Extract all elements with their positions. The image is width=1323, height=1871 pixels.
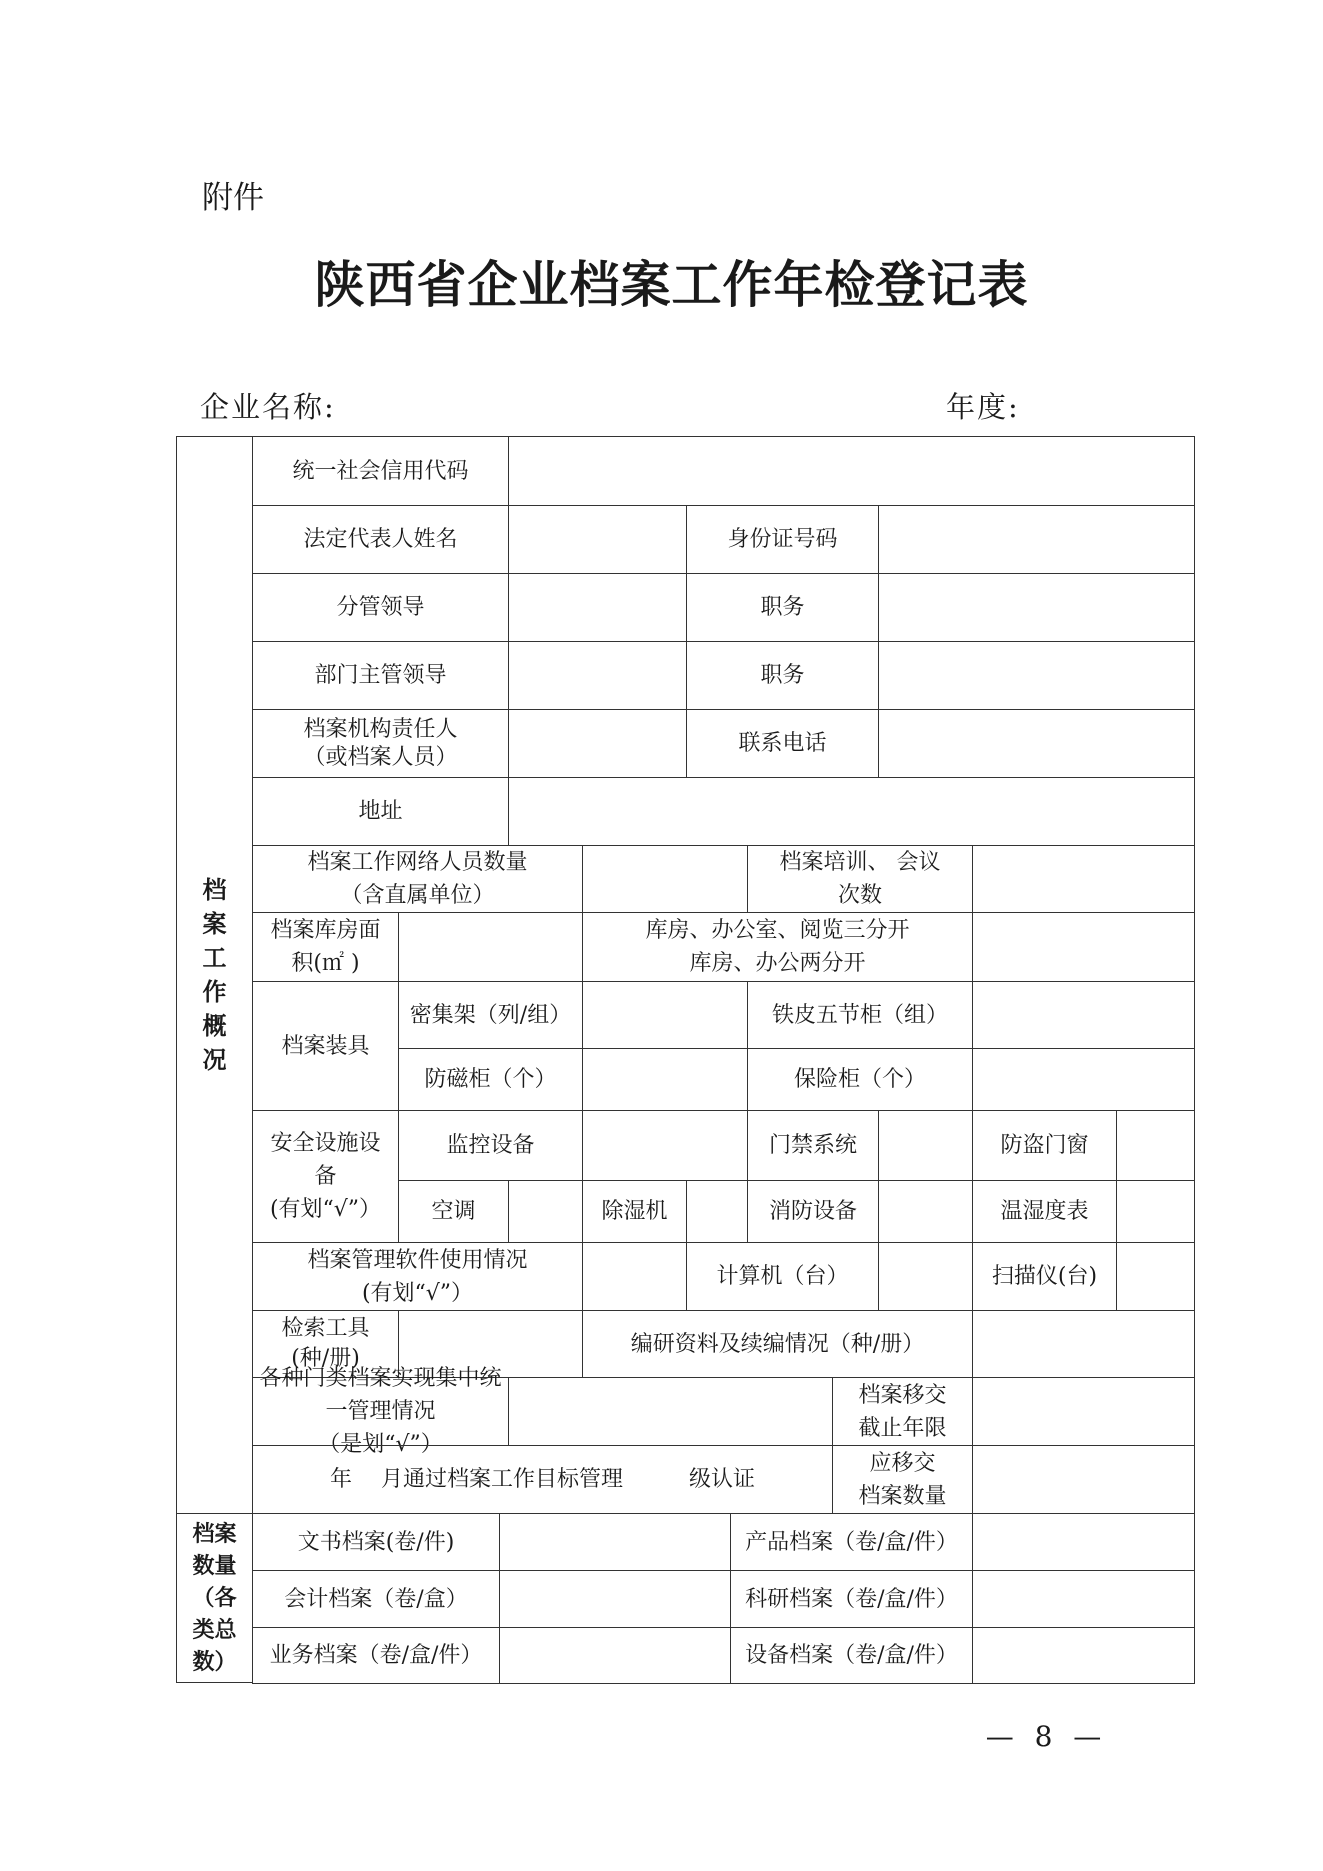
label-char: 概 bbox=[202, 1011, 227, 1040]
thermo-label bbox=[972, 1180, 1117, 1243]
page-number: — 8 — bbox=[985, 1720, 1108, 1753]
products-label bbox=[730, 1513, 973, 1571]
label-line: 类总 bbox=[192, 1617, 237, 1643]
position-label-1 bbox=[686, 573, 879, 642]
address-text: 地址 bbox=[358, 799, 403, 824]
network-staff-text: （含直属单位） bbox=[340, 883, 495, 908]
leader-in-charge-field[interactable] bbox=[508, 573, 687, 642]
centralized-check[interactable] bbox=[508, 1377, 833, 1446]
equipment-archive-label bbox=[730, 1627, 973, 1684]
dept-leader-field[interactable] bbox=[508, 641, 687, 710]
centralized-label bbox=[252, 1366, 509, 1457]
documents-field[interactable] bbox=[499, 1513, 731, 1571]
archive-head-label bbox=[252, 709, 509, 778]
safety-text: 安全设施设 bbox=[270, 1131, 381, 1156]
archive-head-text: 档案机构责任人 bbox=[303, 716, 458, 742]
transfer-count-text: 应移交 bbox=[869, 1450, 936, 1476]
transfer-deadline-text: 档案移交 bbox=[858, 1382, 947, 1408]
id-number-text: 身份证号码 bbox=[727, 527, 838, 552]
equipment-text: 档案装具 bbox=[281, 1033, 370, 1059]
computer-text: 计算机（台） bbox=[716, 1264, 849, 1289]
thermo-check[interactable] bbox=[1116, 1180, 1195, 1243]
label-char: 工 bbox=[202, 943, 227, 972]
software-check[interactable] bbox=[582, 1242, 687, 1311]
training-text: 档案培训、 会议 bbox=[779, 850, 941, 875]
computer-label bbox=[686, 1242, 879, 1311]
safety-text: (有划“√”） bbox=[269, 1197, 382, 1222]
software-text: (有划“√”） bbox=[361, 1280, 474, 1306]
products-field[interactable] bbox=[972, 1513, 1195, 1571]
storage-area-text: 积(㎡ ) bbox=[291, 951, 360, 976]
company-name-label: 企业名称: bbox=[200, 390, 336, 424]
retrieval-text: (种/册) bbox=[291, 1346, 360, 1371]
scanner-text: 扫描仪(台) bbox=[991, 1264, 1098, 1289]
credit-code-field[interactable] bbox=[508, 436, 1195, 506]
credit-code-text: 统一社会信用代码 bbox=[292, 458, 469, 484]
aircon-check[interactable] bbox=[508, 1180, 583, 1243]
credit-code-label bbox=[252, 436, 509, 506]
transfer-count-text: 档案数量 bbox=[858, 1483, 947, 1509]
label-char: 作 bbox=[202, 977, 227, 1006]
fire-text: 消防设备 bbox=[768, 1199, 857, 1224]
leader-in-charge-text: 分管领导 bbox=[336, 595, 425, 620]
centralized-text: （是划“√”） bbox=[318, 1432, 443, 1457]
scanner-label bbox=[972, 1242, 1117, 1311]
antitheft-check[interactable] bbox=[1116, 1110, 1195, 1181]
position-label-2 bbox=[686, 641, 879, 710]
safety-text: 备 bbox=[314, 1164, 337, 1189]
antimagnetic-cabinet-field[interactable] bbox=[582, 1048, 748, 1111]
aircon-text: 空调 bbox=[431, 1199, 476, 1224]
antimagnetic-cabinet-text: 防磁柜（个） bbox=[424, 1067, 557, 1092]
id-number-label bbox=[686, 505, 879, 574]
separation-label bbox=[582, 912, 973, 982]
access-control-text: 门禁系统 bbox=[768, 1133, 857, 1158]
safety-label bbox=[252, 1110, 399, 1243]
research-label bbox=[730, 1570, 973, 1628]
archive-head-text: （或档案人员） bbox=[303, 744, 458, 770]
documents-text: 文书档案(卷/件) bbox=[297, 1529, 455, 1555]
fire-check[interactable] bbox=[878, 1180, 973, 1243]
transfer-deadline-text: 截止年限 bbox=[858, 1415, 947, 1441]
compilation-field[interactable] bbox=[972, 1310, 1195, 1378]
access-control-check[interactable] bbox=[878, 1110, 973, 1181]
label-line: （各 bbox=[192, 1585, 237, 1611]
label-line: 数） bbox=[192, 1649, 237, 1675]
antitheft-label bbox=[972, 1110, 1117, 1181]
dept-leader-label bbox=[252, 641, 509, 710]
address-label bbox=[252, 777, 509, 846]
section-archive-count-label bbox=[176, 1513, 253, 1683]
safe-cabinet-field[interactable] bbox=[972, 1048, 1195, 1111]
software-text: 档案管理软件使用情况 bbox=[307, 1247, 528, 1273]
position-field-2[interactable] bbox=[878, 641, 1195, 710]
equipment-archive-text: 设备档案（卷/盒/件） bbox=[745, 1643, 958, 1668]
legal-rep-text: 法定代表人姓名 bbox=[303, 527, 458, 552]
accounting-label bbox=[252, 1570, 500, 1628]
section-work-overview-label bbox=[176, 436, 253, 1514]
accounting-text: 会计档案（卷/盒） bbox=[284, 1586, 468, 1612]
safe-cabinet-text: 保险柜（个） bbox=[793, 1067, 926, 1092]
compilation-text: 编研资料及续编情况（种/册） bbox=[630, 1331, 925, 1357]
label-char: 档 bbox=[202, 875, 227, 904]
id-number-field[interactable] bbox=[878, 505, 1195, 574]
retrieval-text: 检索工具 bbox=[281, 1316, 370, 1341]
business-label bbox=[252, 1627, 500, 1684]
storage-area-text: 档案库房面 bbox=[270, 918, 381, 943]
position-text: 职务 bbox=[760, 663, 805, 688]
training-text: 次数 bbox=[837, 883, 882, 908]
iron-cabinet-text: 铁皮五节柜（组） bbox=[771, 1002, 948, 1028]
page-title: 陕西省企业档案工作年检登记表 bbox=[314, 255, 1029, 314]
legal-rep-field[interactable] bbox=[508, 505, 687, 574]
monitoring-check[interactable] bbox=[582, 1110, 748, 1181]
iron-cabinet-label bbox=[747, 981, 973, 1049]
compilation-label bbox=[582, 1310, 973, 1378]
separation-text: 库房、办公室、阅览三分开 bbox=[645, 918, 910, 943]
business-field[interactable] bbox=[499, 1627, 731, 1684]
legal-rep-label bbox=[252, 505, 509, 574]
software-label bbox=[252, 1242, 583, 1311]
antimagnetic-cabinet-label bbox=[398, 1048, 583, 1111]
iron-cabinet-field[interactable] bbox=[972, 981, 1195, 1049]
computer-field[interactable] bbox=[878, 1242, 973, 1311]
dehumidifier-check[interactable] bbox=[686, 1180, 748, 1243]
network-staff-field[interactable] bbox=[582, 845, 748, 913]
attachment-label: 附件 bbox=[202, 180, 264, 216]
position-text: 职务 bbox=[760, 595, 805, 620]
compact-shelf-text: 密集架（列/组） bbox=[409, 1002, 572, 1028]
transfer-deadline-label bbox=[832, 1377, 973, 1446]
research-text: 科研档案（卷/盒/件） bbox=[745, 1586, 958, 1612]
business-text: 业务档案（卷/盒/件） bbox=[269, 1643, 483, 1668]
label-line: 档案 bbox=[192, 1521, 237, 1547]
research-field[interactable] bbox=[972, 1570, 1195, 1628]
training-label bbox=[747, 845, 973, 913]
archive-head-field[interactable] bbox=[508, 709, 687, 778]
network-staff-label bbox=[252, 845, 583, 913]
monitoring-text: 监控设备 bbox=[446, 1133, 535, 1158]
phone-text: 联系电话 bbox=[738, 731, 827, 756]
address-field[interactable] bbox=[508, 777, 1195, 846]
phone-field[interactable] bbox=[878, 709, 1195, 778]
separation-text: 库房、办公两分开 bbox=[689, 951, 866, 976]
products-text: 产品档案（卷/盒/件） bbox=[745, 1529, 958, 1555]
transfer-count-field[interactable] bbox=[972, 1445, 1195, 1514]
safe-cabinet-label bbox=[747, 1048, 973, 1111]
label-char: 案 bbox=[202, 909, 227, 938]
network-staff-text: 档案工作网络人员数量 bbox=[307, 850, 528, 875]
equipment-label bbox=[252, 981, 399, 1111]
equipment-archive-field[interactable] bbox=[972, 1627, 1195, 1684]
year-label: 年度: bbox=[946, 390, 1020, 424]
training-field[interactable] bbox=[972, 845, 1195, 913]
compact-shelf-field[interactable] bbox=[582, 981, 748, 1049]
dehumidifier-text: 除湿机 bbox=[601, 1199, 668, 1224]
dept-leader-text: 部门主管领导 bbox=[314, 663, 447, 688]
storage-area-field[interactable] bbox=[398, 912, 583, 982]
antitheft-text: 防盗门窗 bbox=[1000, 1133, 1089, 1158]
storage-area-label bbox=[252, 912, 399, 982]
label-char: 况 bbox=[202, 1045, 227, 1074]
leader-in-charge-label bbox=[252, 573, 509, 642]
transfer-deadline-field[interactable] bbox=[972, 1377, 1195, 1446]
access-control-label bbox=[747, 1110, 879, 1181]
aircon-label bbox=[398, 1180, 509, 1243]
transfer-count-label bbox=[832, 1445, 973, 1514]
label-line: 数量 bbox=[192, 1553, 237, 1579]
monitoring-label bbox=[398, 1110, 583, 1181]
documents-label bbox=[252, 1513, 500, 1571]
fire-label bbox=[747, 1180, 879, 1243]
separation-field[interactable] bbox=[972, 912, 1195, 982]
dehumidifier-label bbox=[582, 1180, 687, 1243]
certification-text: 年 月通过档案工作目标管理 级认证 bbox=[330, 1467, 755, 1492]
position-field-1[interactable] bbox=[878, 573, 1195, 642]
thermo-text: 温湿度表 bbox=[1000, 1199, 1089, 1224]
compact-shelf-label bbox=[398, 981, 583, 1049]
centralized-text: 各种门类档案实现集中统一管理情况 bbox=[259, 1366, 502, 1424]
phone-label bbox=[686, 709, 879, 778]
certification-field[interactable] bbox=[252, 1445, 833, 1514]
accounting-field[interactable] bbox=[499, 1570, 731, 1628]
scanner-field[interactable] bbox=[1116, 1242, 1195, 1311]
